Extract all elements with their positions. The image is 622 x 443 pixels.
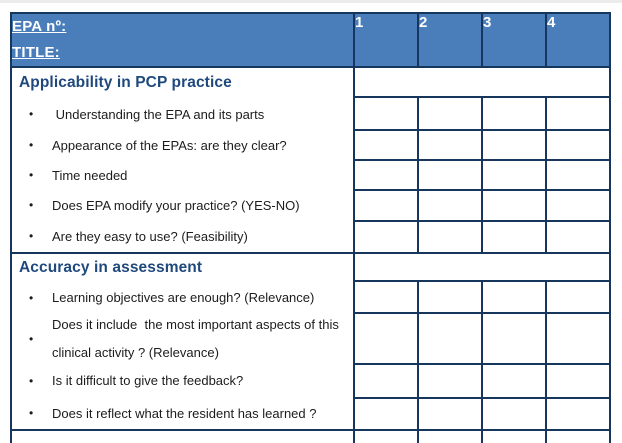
score-cell[interactable] xyxy=(418,281,482,312)
score-column-header-4: 4 xyxy=(546,13,610,67)
bullet-icon: • xyxy=(29,138,34,152)
bullet-item xyxy=(12,282,353,313)
score-cell[interactable] xyxy=(418,221,482,253)
score-cell[interactable] xyxy=(354,221,418,253)
table-header-label-cell xyxy=(11,13,354,67)
score-cell[interactable] xyxy=(546,97,610,129)
score-cell[interactable] xyxy=(354,313,418,365)
bullet-text: Learning objectives are enough? (Relevance) xyxy=(52,290,315,305)
section-title-accuracy: Accuracy in assessment xyxy=(19,259,203,276)
score-cell[interactable] xyxy=(546,364,610,397)
score-cell[interactable] xyxy=(546,281,610,312)
score-cell[interactable] xyxy=(546,190,610,220)
bullet-item xyxy=(12,160,353,190)
section-header-score-cell[interactable] xyxy=(354,67,610,97)
bullet-icon: • xyxy=(29,229,34,243)
section-applicability-cell xyxy=(11,67,354,253)
bullet-text: Is it difficult to give the feedback? xyxy=(52,373,244,388)
bullet-text: Appearance of the EPAs: are they clear? xyxy=(52,137,287,153)
bullet-text: Understanding the EPA and its parts xyxy=(52,106,265,122)
score-cell[interactable] xyxy=(546,398,610,430)
score-cell[interactable] xyxy=(482,160,546,190)
epa-evaluation-table xyxy=(10,12,611,443)
bullet-icon: • xyxy=(29,290,34,305)
bullet-icon: • xyxy=(29,406,34,420)
score-cell[interactable] xyxy=(418,364,482,397)
score-cell[interactable] xyxy=(354,364,418,397)
bullet-item xyxy=(12,313,353,364)
bullet-item xyxy=(12,397,353,429)
score-column-header-1: 1 xyxy=(354,13,418,67)
section-header-score-cell[interactable] xyxy=(354,253,610,281)
bullet-text: Does EPA modify your practice? (YES-NO) xyxy=(52,197,300,213)
bullet-icon: • xyxy=(29,198,34,212)
epa-number-label: EPA nº: xyxy=(12,18,67,35)
bullet-item xyxy=(12,220,353,252)
score-cell[interactable] xyxy=(418,190,482,220)
score-cell[interactable] xyxy=(546,130,610,160)
score-cell[interactable] xyxy=(482,313,546,365)
score-cell[interactable] xyxy=(482,221,546,253)
bullet-text: Time needed xyxy=(52,167,128,183)
section-title-applicability: Applicability in PCP practice xyxy=(19,74,232,91)
bullet-item xyxy=(12,364,353,397)
score-cell[interactable] xyxy=(482,281,546,312)
bullet-icon: • xyxy=(29,373,34,388)
score-cell[interactable] xyxy=(482,130,546,160)
score-cell[interactable] xyxy=(418,130,482,160)
score-cell[interactable] xyxy=(354,398,418,430)
score-cell[interactable] xyxy=(546,430,610,443)
bullet-icon: • xyxy=(29,331,34,346)
bullet-item xyxy=(12,130,353,160)
score-cell[interactable] xyxy=(354,281,418,312)
score-cell[interactable] xyxy=(546,221,610,253)
score-cell[interactable] xyxy=(354,130,418,160)
bullet-text: Does it include the most important aspects of this clinical activity ? (Relevance) xyxy=(52,316,343,360)
score-cell[interactable] xyxy=(546,160,610,190)
score-cell[interactable] xyxy=(482,430,546,443)
score-cell[interactable] xyxy=(418,398,482,430)
clipped-row-label-cell xyxy=(11,430,354,443)
score-cell[interactable] xyxy=(482,398,546,430)
score-cell[interactable] xyxy=(418,313,482,365)
score-cell[interactable] xyxy=(418,160,482,190)
bullet-item xyxy=(12,190,353,220)
bullet-icon: • xyxy=(29,168,34,182)
bullet-text: Are they easy to use? (Feasibility) xyxy=(52,228,248,244)
title-label: TITLE: xyxy=(12,44,60,61)
score-cell[interactable] xyxy=(482,364,546,397)
score-cell[interactable] xyxy=(418,97,482,129)
score-cell[interactable] xyxy=(354,190,418,220)
score-column-header-3: 3 xyxy=(482,13,546,67)
score-column-header-2: 2 xyxy=(418,13,482,67)
score-cell[interactable] xyxy=(482,190,546,220)
score-cell[interactable] xyxy=(546,313,610,365)
score-cell[interactable] xyxy=(354,160,418,190)
page-top-edge xyxy=(0,0,622,3)
score-cell[interactable] xyxy=(418,430,482,443)
score-cell[interactable] xyxy=(482,97,546,129)
score-cell[interactable] xyxy=(354,430,418,443)
section-accuracy-cell xyxy=(11,253,354,430)
bullet-text: Does it reflect what the resident has learned ? xyxy=(52,405,317,421)
score-cell[interactable] xyxy=(354,97,418,129)
bullet-item xyxy=(12,98,353,130)
bullet-icon: • xyxy=(29,107,34,121)
